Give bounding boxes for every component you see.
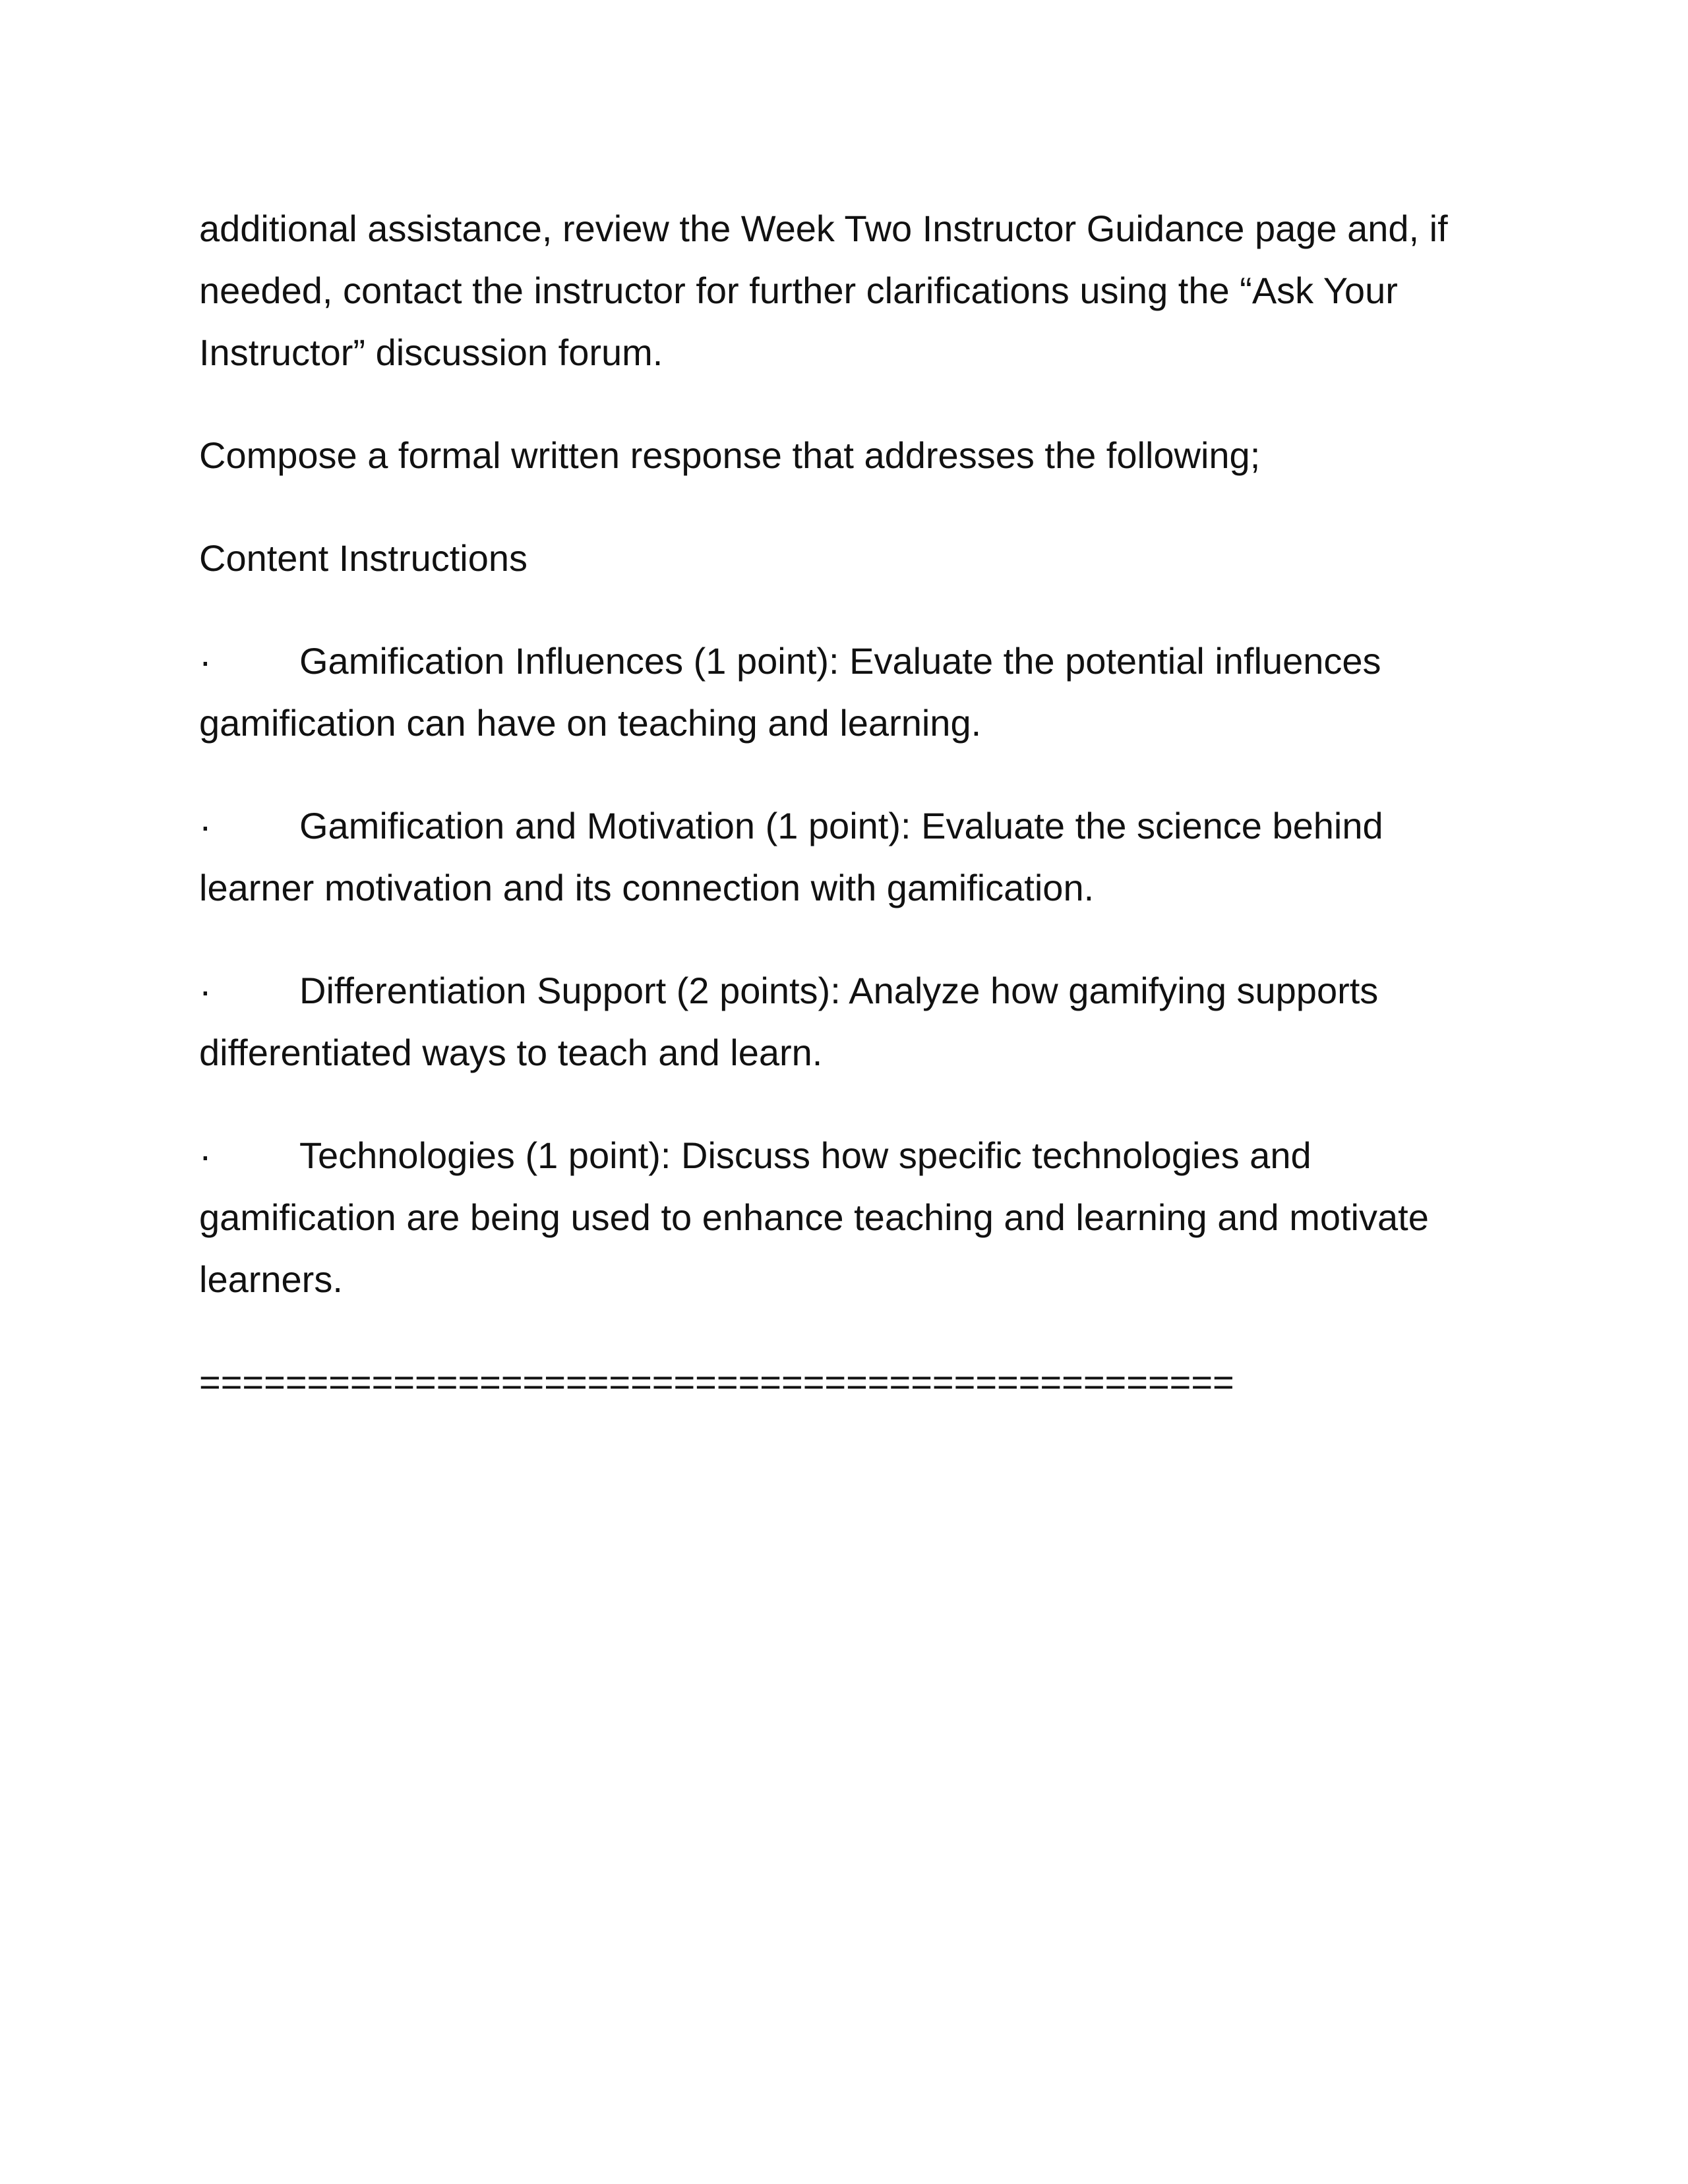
- bullet-item-influences: [199, 630, 1492, 754]
- bullet-item-differentiation: [199, 960, 1492, 1084]
- bullet-marker: ·: [199, 640, 212, 682]
- compose-instruction: Compose a formal written response that addresses the following;: [199, 434, 1261, 476]
- bullet-item-technologies: [199, 1125, 1492, 1311]
- bullet-text: Gamification Influences (1 point): Evaluate the potential influences gamification can have on teaching and learning.: [199, 640, 1381, 744]
- bullet-item-motivation: [199, 795, 1492, 919]
- document-body: [199, 198, 1492, 1413]
- intro-paragraph: additional assistance, review the Week Two Instructor Guidance page and, if needed, contact the instructor for further clarifications using the “Ask Your Instructor” discussion forum.: [199, 208, 1448, 373]
- bullet-text: Differentiation Support (2 points): Analyze how gamifying supports differentiated ways to teach and learn.: [199, 970, 1379, 1073]
- bullet-text: Gamification and Motivation (1 point): Evaluate the science behind learner motivation and its connection with gamification.: [199, 805, 1383, 908]
- bullet-marker: ·: [199, 970, 212, 1011]
- bullet-marker: ·: [199, 1135, 212, 1176]
- section-heading: Content Instructions: [199, 537, 528, 579]
- bullet-text: Technologies (1 point): Discuss how specific technologies and gamification are being used to enhance teaching and learning and motivate learners.: [199, 1135, 1429, 1300]
- bullet-marker: ·: [199, 805, 212, 846]
- separator-line: ================================================: [199, 1361, 1234, 1403]
